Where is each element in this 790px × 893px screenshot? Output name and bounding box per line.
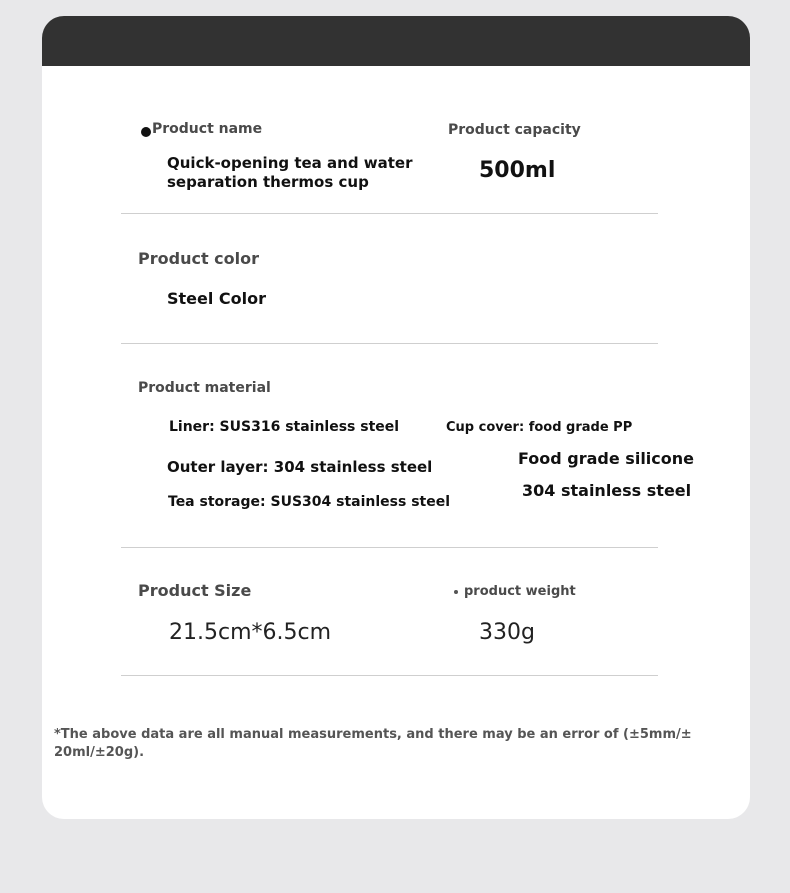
footnote-line2: 20ml/±20g). (54, 745, 145, 760)
divider (121, 343, 658, 344)
material-silicone: Food grade silicone (518, 449, 694, 468)
material-tea-storage: Tea storage: SUS304 stainless steel (168, 494, 451, 510)
spec-card (42, 16, 750, 819)
divider (121, 675, 658, 676)
material-cup-cover: Cup cover: food grade PP (446, 420, 633, 435)
divider (121, 213, 658, 214)
material-label: Product material (138, 380, 271, 396)
size-label: Product Size (138, 581, 252, 600)
product-name-value-line1: Quick-opening tea and water (167, 154, 413, 172)
divider (121, 547, 658, 548)
weight-value: 330g (479, 620, 535, 645)
capacity-value: 500ml (479, 158, 556, 183)
weight-label: product weight (464, 584, 576, 599)
material-steel: 304 stainless steel (522, 481, 692, 500)
card-header-bar (42, 16, 750, 66)
capacity-label: Product capacity (448, 122, 581, 138)
product-name-label: Product name (152, 121, 263, 137)
size-value: 21.5cm*6.5cm (169, 620, 332, 645)
bullet-icon (454, 590, 458, 594)
material-liner: Liner: SUS316 stainless steel (169, 419, 400, 435)
bullet-icon (141, 127, 151, 137)
material-outer-layer: Outer layer: 304 stainless steel (167, 458, 433, 476)
color-value: Steel Color (167, 289, 267, 308)
color-label: Product color (138, 249, 259, 268)
footnote-line1: *The above data are all manual measurements, and there may be an error of (±5mm/± (54, 727, 692, 742)
product-name-value-line2: separation thermos cup (167, 173, 369, 191)
